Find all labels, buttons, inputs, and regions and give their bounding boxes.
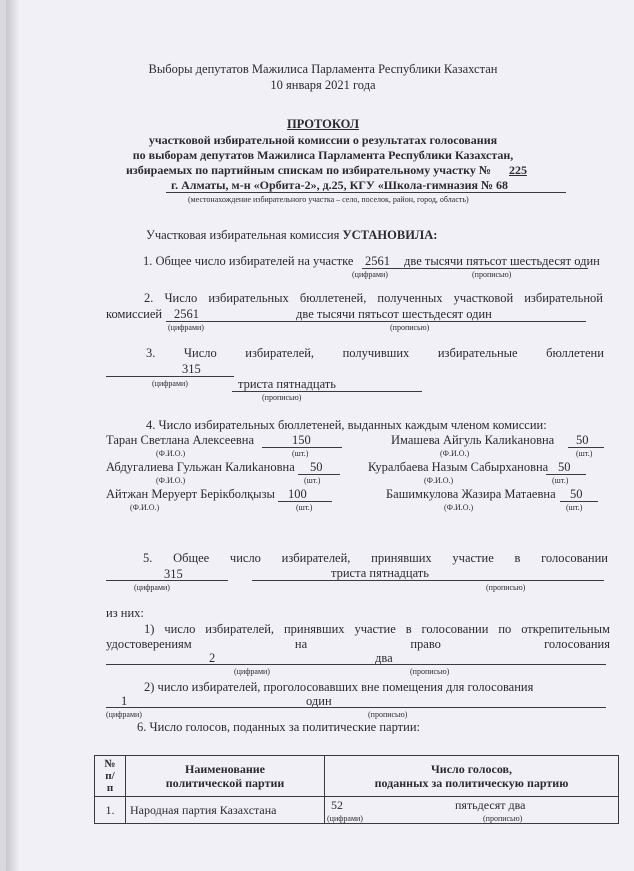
- item-3-line-1: [146, 346, 604, 360]
- item-5-words-line: [252, 580, 604, 581]
- item-2-line-2: комиссией: [106, 307, 163, 321]
- sub-1-word: голосовании: [421, 622, 489, 636]
- item-5-word: голосовании: [541, 551, 608, 565]
- row-votes-number: 52: [331, 798, 343, 812]
- established-prefix: Участковая избирательная комиссия: [146, 228, 340, 242]
- member-2-name: Имашева Айгуль Калиkановна: [391, 433, 555, 447]
- item-2-words-hint: (прописью): [390, 323, 430, 332]
- item-3-word: избирательные: [437, 346, 518, 360]
- item-1-words-hint: (прописью): [472, 270, 512, 279]
- item-1-digits-hint: (цифрами): [352, 270, 388, 279]
- item-2-word: 2.: [144, 291, 154, 305]
- election-date: 10 января 2021 года: [270, 78, 376, 92]
- sub-2-number: 1: [121, 694, 128, 708]
- row-digits-hint: (цифрами): [327, 814, 363, 823]
- member-5-fio-hint: (Ф.И.О.): [130, 503, 160, 512]
- sub-1-word: по: [498, 622, 512, 636]
- member-3-pcs-hint: (шт.): [304, 476, 321, 485]
- item-3-words: триста пятнадцать: [238, 377, 336, 391]
- location-line: [166, 192, 566, 193]
- sub-1-line-1: [144, 622, 610, 636]
- sub-1-words-hint: (прописью): [410, 667, 450, 676]
- sub-1-number: 2: [209, 651, 216, 665]
- item-2-word: избирательных: [208, 291, 289, 305]
- sub-2-digits-hint: (цифрами): [106, 710, 142, 719]
- sub-1-words: два: [375, 651, 393, 665]
- sub-1-word: участие: [354, 622, 396, 636]
- item-3-words-hint: (прописью): [262, 393, 302, 402]
- subtitle-line-2: по выборам депутатов Мажилиса Парламента Республики Казахстан,: [132, 148, 514, 162]
- header-party-1: Наименование: [185, 762, 265, 776]
- member-1-line: [262, 447, 342, 448]
- sub-2-label: 2) число избирателей, проголосовавших вне помещения для голосования: [144, 680, 534, 694]
- row-votes-cell: [325, 797, 619, 824]
- member-2-count: 50: [576, 433, 589, 447]
- member-6-line: [560, 501, 598, 502]
- member-6-count: 50: [570, 487, 583, 501]
- member-5-pcs-hint: (шт.): [296, 503, 313, 512]
- item-5-word: избирателей,: [281, 551, 351, 565]
- item-5-word: в: [514, 551, 521, 565]
- member-5-count: 100: [288, 487, 307, 501]
- member-1-name: Таран Светлана Алексеевна: [106, 433, 255, 447]
- sub-1-digits-hint: (цифрами): [234, 667, 270, 676]
- precinct-number: 225: [508, 163, 527, 177]
- item-5-word: 5.: [143, 551, 153, 565]
- member-4-name: Куралбаева Назым Сабырхановна: [368, 460, 549, 474]
- location-hint: (местонахождение избирательного участка – село, поселок, район, город, область): [188, 195, 469, 204]
- member-3-count: 50: [310, 460, 323, 474]
- sub-1-word: на: [294, 637, 308, 651]
- row-votes-words: пятьдесят два: [455, 798, 526, 812]
- commission-established: [146, 228, 437, 242]
- item-5-word: Общее: [173, 551, 210, 565]
- party-votes-table: [94, 755, 619, 824]
- member-1-count: 150: [292, 433, 311, 447]
- sub-2-words-hint: (прописью): [368, 710, 408, 719]
- sub-1-word: 1): [144, 622, 155, 636]
- sub-1-word: голосования: [544, 637, 610, 651]
- row-number: 1.: [95, 797, 126, 824]
- sub-1-line: [106, 664, 606, 665]
- header-num-1: №: [104, 758, 116, 770]
- table-header-votes: [325, 756, 619, 797]
- item-2-line: [166, 321, 586, 322]
- sub-1-line-2: [106, 637, 610, 651]
- item-2-words: две тысячи пятьсот шестьдесят один: [296, 307, 492, 321]
- member-6-pcs-hint: (шт.): [566, 503, 583, 512]
- precinct-location: г. Алматы, м-н «Орбита-2», д.25, КГУ «Школа-гимназия № 68: [171, 178, 509, 192]
- member-4-line: [546, 474, 586, 475]
- item-6-label: 6. Число голосов, поданных за политические партии:: [137, 720, 420, 734]
- item-3-word: Число: [183, 346, 217, 360]
- item-3-word: избирателей,: [245, 346, 315, 360]
- member-4-pcs-hint: (шт.): [552, 476, 569, 485]
- sub-1-word: в: [405, 622, 412, 636]
- item-2-line-1: [144, 291, 603, 305]
- member-2-pcs-hint: (шт.): [576, 449, 593, 458]
- item-3-number: 315: [182, 362, 201, 376]
- election-title: Выборы депутатов Мажилиса Парламента Республики Казахстан: [148, 62, 498, 76]
- sub-1-word: избирателей,: [205, 622, 275, 636]
- table-row: [95, 797, 619, 824]
- item-2-number: 2561: [174, 307, 199, 321]
- protocol-page: [6, 0, 634, 871]
- member-4-count: 50: [558, 460, 571, 474]
- header-party-2: политической партии: [165, 776, 285, 790]
- item-3-digits-line: [106, 376, 234, 377]
- item-5-digits-hint: (цифрами): [134, 583, 170, 592]
- item-2-word: участковой: [453, 291, 514, 305]
- member-3-line: [298, 474, 340, 475]
- item-5-word: участие: [452, 551, 494, 565]
- established-word: УСТАНОВИЛА:: [342, 228, 438, 242]
- item-5-word: число: [229, 551, 261, 565]
- sub-1-word: принявших: [283, 622, 345, 636]
- item-2-word: Число: [164, 291, 198, 305]
- sub-2-line: [106, 707, 606, 708]
- document-title: ПРОТОКОЛ: [286, 117, 360, 131]
- table-header-row: [95, 756, 619, 797]
- item-2-word: полученных: [377, 291, 443, 305]
- of-them-label: из них:: [106, 606, 144, 620]
- item-2-word: избирательной: [524, 291, 603, 305]
- item-3-word: получивших: [342, 346, 410, 360]
- header-num-2: п/: [105, 770, 115, 782]
- sub-1-word: право: [410, 637, 441, 651]
- header-votes-2: поданных за политическую партию: [374, 776, 569, 790]
- member-6-name: Башимкулова Жазира Матаевна: [386, 487, 556, 501]
- item-1-line: [362, 268, 588, 269]
- member-3-name: Абдугалиева Гульжан Калиkановна: [106, 460, 295, 474]
- sub-2-words: один: [306, 694, 332, 708]
- member-5-name: Айтжан Меруерт Берікболқызы: [106, 487, 275, 501]
- table-header-number: [95, 756, 126, 797]
- item-1-words: две тысячи пятьсот шестьдесят один: [404, 254, 600, 268]
- item-5-digits-line: [106, 580, 228, 581]
- row-words-hint: (прописью): [483, 814, 523, 823]
- item-3-words-line: [232, 391, 422, 392]
- item-5-line-1: [143, 551, 608, 565]
- member-2-fio-hint: (Ф.И.О.): [440, 449, 470, 458]
- member-6-fio-hint: (Ф.И.О.): [444, 503, 474, 512]
- item-5-words-hint: (прописью): [486, 583, 526, 592]
- header-num-3: п: [106, 782, 114, 794]
- member-5-line: [278, 501, 332, 502]
- item-3-word: 3.: [146, 346, 156, 360]
- sub-1-word: удостоверениям: [106, 637, 192, 651]
- item-5-number: 315: [164, 567, 183, 581]
- subtitle-line-1: участковой избирательной комиссии о результатах голосования: [148, 133, 498, 147]
- sub-1-word: число: [164, 622, 196, 636]
- sub-1-word: открепительным: [521, 622, 610, 636]
- item-1-number: 2561: [365, 254, 390, 268]
- item-1-label: 1. Общее число избирателей на участке: [143, 254, 354, 268]
- item-3-word: бюллетени: [546, 346, 604, 360]
- member-3-fio-hint: (Ф.И.О.): [156, 476, 186, 485]
- subtitle-precinct-text: избираемых по партийным спискам по избирательному участку №: [126, 163, 491, 177]
- member-1-fio-hint: (Ф.И.О.): [156, 449, 186, 458]
- table-header-party: [126, 756, 325, 797]
- item-3-digits-hint: (цифрами): [152, 379, 188, 388]
- member-4-fio-hint: (Ф.И.О.): [424, 476, 454, 485]
- header-votes-1: Число голосов,: [430, 762, 512, 776]
- member-2-line: [568, 447, 604, 448]
- item-5-word: принявших: [371, 551, 432, 565]
- item-2-digits-hint: (цифрами): [168, 323, 204, 332]
- subtitle-line-3: [126, 163, 542, 177]
- member-1-pcs-hint: (шт.): [292, 449, 309, 458]
- item-5-words: триста пятнадцать: [331, 566, 429, 580]
- row-party-name: Народная партия Казахстана: [126, 797, 325, 824]
- item-4-label: 4. Число избирательных бюллетеней, выданных каждым членом комиссии:: [146, 418, 547, 432]
- item-2-word: бюллетеней,: [299, 291, 367, 305]
